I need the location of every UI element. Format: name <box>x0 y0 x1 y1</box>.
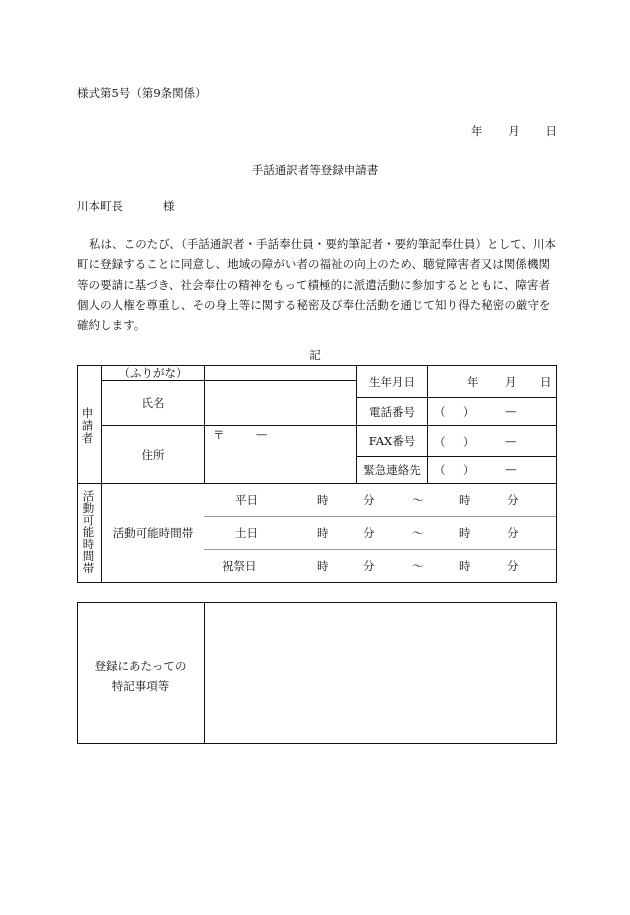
notes-label-line2: 特記事項等 <box>111 679 170 693</box>
availability-day-holiday: 祝祭日 <box>222 559 257 573</box>
birth-month: 月 <box>505 375 517 389</box>
availability-tilde: 〜 <box>412 559 424 573</box>
phone-label: 電話番号 <box>369 404 415 419</box>
birthdate-label: 生年月日 <box>369 374 415 389</box>
emergency-paren-close: ） <box>463 463 475 477</box>
notes-label-line1: 登録にあたっての <box>94 659 187 673</box>
ki-heading: 記 <box>309 348 321 362</box>
date-day: 日 <box>545 124 557 138</box>
availability-end-minute: 分 <box>507 526 519 540</box>
honorific: 様 <box>163 199 175 213</box>
address-label: 住所 <box>141 447 165 462</box>
availability-start-minute: 分 <box>363 526 375 540</box>
availability-end-hour: 時 <box>459 559 471 573</box>
notes-field[interactable] <box>206 604 555 742</box>
divider-v4 <box>427 365 428 483</box>
availability-day-weekday: 平日 <box>235 493 258 507</box>
notes-label <box>77 656 204 696</box>
date-year: 年 <box>471 124 483 138</box>
availability-end-hour: 時 <box>459 526 471 540</box>
phone-paren-open: （ <box>434 405 446 419</box>
fax-label: FAX番号 <box>368 434 416 448</box>
availability-start-hour: 時 <box>317 526 329 540</box>
divider-weekend <box>204 549 556 550</box>
availability-end-minute: 分 <box>507 559 519 573</box>
availability-end-minute: 分 <box>507 493 519 507</box>
emergency-label: 緊急連絡先 <box>363 463 421 477</box>
availability-start-hour: 時 <box>317 559 329 573</box>
divider-weekday <box>204 516 556 517</box>
postal-mark: 〒 <box>213 428 225 442</box>
date-line <box>471 123 557 139</box>
fax-paren-open: （ <box>434 435 446 449</box>
birth-year: 年 <box>467 375 479 389</box>
table-border-bottom <box>77 582 557 583</box>
table-border-right <box>556 365 557 583</box>
notes-divider <box>204 602 205 744</box>
emergency-dash: — <box>505 462 517 476</box>
fax-dash: — <box>505 434 517 448</box>
phone-dash: — <box>505 404 517 418</box>
phone-paren-close: ） <box>463 405 475 419</box>
notes-border-right <box>556 602 557 744</box>
fax-paren-close: ） <box>463 435 475 449</box>
availability-start-hour: 時 <box>317 493 329 507</box>
page-title: 手話通訳者等登録申請書 <box>251 163 379 177</box>
name-label: 氏名 <box>141 396 165 410</box>
notes-border-top <box>77 602 557 603</box>
applicant-section-label: 申請者 <box>80 407 95 445</box>
divider-v2 <box>204 365 205 483</box>
availability-row-label: 活動可能時間帯 <box>112 526 194 540</box>
availability-start-minute: 分 <box>363 493 375 507</box>
notes-border-bottom <box>77 743 557 744</box>
furigana-label: （ふりがな） <box>118 366 188 380</box>
availability-end-hour: 時 <box>459 493 471 507</box>
emergency-paren-open: （ <box>434 463 446 477</box>
availability-tilde: 〜 <box>412 493 424 507</box>
availability-section-label: 活動可能時間帯 <box>81 490 96 574</box>
postal-dash: — <box>256 427 268 441</box>
addressee-name: 川本町長 <box>77 199 123 213</box>
availability-tilde: 〜 <box>412 526 424 540</box>
table-border-left <box>77 365 78 583</box>
date-month: 月 <box>508 124 520 138</box>
availability-start-minute: 分 <box>363 559 375 573</box>
addressee <box>77 198 175 214</box>
availability-day-weekend: 土日 <box>235 526 258 540</box>
pledge-text: 私は、このたび、（手話通訳者・手話奉仕員・要約筆記者・要約筆記奉仕員）として、川本町に登録することに同意し、地域の障がい者の福祉の向上のため、聴覚障害者又は関係機関等の要請に基づき、社会奉仕の精神をもって積極的に派遣活動に参加するとともに、障害者個人の人権を尊重し、その身上等に関する秘密及び奉仕活動を通じて知り得た秘密の厳守を確約します。 <box>77 237 557 333</box>
form-number: 様式第5号（第9条関係） <box>77 86 207 100</box>
birth-day: 日 <box>540 375 552 389</box>
